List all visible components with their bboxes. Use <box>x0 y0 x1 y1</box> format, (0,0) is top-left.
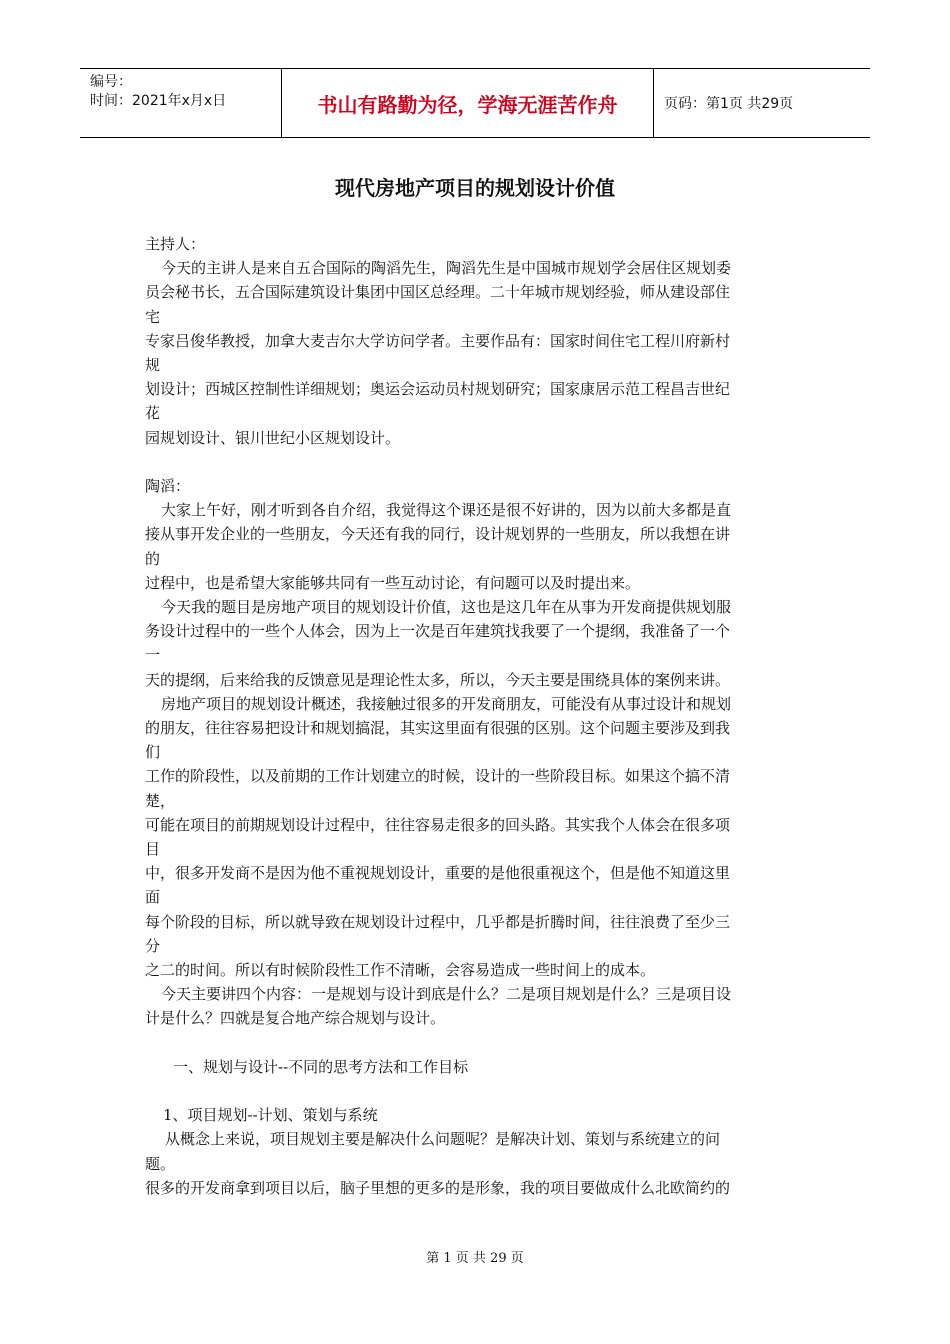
header-table <box>80 68 870 138</box>
text-line: 分 <box>145 936 161 955</box>
text-line: 从概念上来说，项目规划主要是解决什么问题呢？是解决计划、策划与系统建立的问 <box>165 1130 721 1149</box>
text-line: 员会秘书长，五合国际建筑设计集团中国区总经理。二十年城市规划经验，师从建设部住 <box>145 283 731 302</box>
text-line: 工作的阶段性，以及前期的工作计划建立的时候，设计的一些阶段目标。如果这个搞不清 <box>145 767 731 786</box>
text-line: 可能在项目的前期规划设计过程中，往往容易走很多的回头路。其实我个人体会在很多项 <box>145 815 731 834</box>
text-line: 接从事开发企业的一些朋友，今天还有我的同行，设计规划界的一些朋友，所以我想在讲 <box>145 525 731 544</box>
text-line: 楚， <box>145 791 176 810</box>
spacer <box>145 450 815 474</box>
text-line: 计是什么？四就是复合地产综合规划与设计。 <box>145 1009 446 1028</box>
motto: 书山有路勤为径，学海无涯苦作舟 <box>282 69 654 137</box>
text-line: 们 <box>145 743 161 762</box>
text-line: 今天主要讲四个内容：一是规划与设计到底是什么？二是项目规划是什么？三是项目设 <box>161 985 732 1004</box>
text-line: 的 <box>145 549 161 568</box>
text-line: 每个阶段的目标，所以就导致在规划设计过程中，几乎都是折腾时间，往往浪费了至少三 <box>145 912 731 931</box>
section-heading: 一、规划与设计--不同的思考方法和工作目标 <box>173 1057 469 1076</box>
spacer <box>145 1079 815 1103</box>
text-line: 今天我的题目是房地产项目的规划设计价值，这也是这几年在从事为开发商提供规划服 <box>161 598 732 617</box>
text-line: 天的提纲，后来给我的反馈意见是理论性太多，所以，今天主要是围绕具体的案例来讲。 <box>145 670 731 689</box>
text-line: 宅 <box>145 307 161 326</box>
number-label: 编号： <box>90 74 132 90</box>
body-lines <box>145 232 815 1031</box>
page-info: 页码：第1页 共29页 <box>664 96 794 112</box>
tail-lines <box>145 1127 815 1200</box>
text-line: 的朋友，往往容易把设计和规划搞混，其实这里面有很强的区别。这个问题主要涉及到我 <box>145 719 731 738</box>
time-label: 时间：2021年x月x日 <box>90 93 227 109</box>
header-left-cell <box>80 69 282 137</box>
text-line: 中，很多开发商不是因为他不重视规划设计，重要的是他很重视这个，但是他不知道这里 <box>145 864 731 883</box>
text-line: 陶滔： <box>145 477 191 496</box>
text-line: 今天的主讲人是来自五合国际的陶滔先生，陶滔先生是中国城市规划学会居住区规划委 <box>161 259 732 278</box>
text-line: 花 <box>145 404 161 423</box>
subsection-heading: 1、项目规划--计划、策划与系统 <box>163 1106 378 1125</box>
text-line: 很多的开发商拿到项目以后，脑子里想的更多的是形象，我的项目要做成什么北欧简约的 <box>145 1178 731 1197</box>
text-line: 大家上午好，刚才听到各自介绍，我觉得这个课还是很不好讲的，因为以前大多都是直 <box>161 501 732 520</box>
text-line: 面 <box>145 888 161 907</box>
text-line: 题。 <box>145 1154 176 1173</box>
text-line: 房地产项目的规划设计概述，我接触过很多的开发商朋友，可能没有从事过设计和规划 <box>161 694 732 713</box>
text-line: 划设计；西城区控制性详细规划；奥运会运动员村规划研究；国家康居示范工程昌吉世纪 <box>145 380 731 399</box>
text-line: 园规划设计、银川世纪小区规划设计。 <box>145 428 401 447</box>
text-line: 务设计过程中的一些个人体会，因为上一次是百年建筑找我要了一个提纲，我准备了一个 <box>145 622 731 641</box>
text-line: 专家吕俊华教授，加拿大麦吉尔大学访问学者。主要作品有：国家时间住宅工程川府新村 <box>145 331 731 350</box>
text-line: 规 <box>145 356 161 375</box>
page-footer: 第 1 页 共 29 页 <box>426 1251 524 1266</box>
text-line: 主持人： <box>145 235 206 253</box>
text-line: 一 <box>145 646 161 665</box>
text-line: 之二的时间。所以有时候阶段性工作不清晰，会容易造成一些时间上的成本。 <box>145 961 656 980</box>
text-line: 过程中，也是希望大家能够共同有一些互动讨论，有问题可以及时提出来。 <box>145 573 641 592</box>
spacer <box>145 1031 815 1055</box>
text-line: 目 <box>145 840 161 859</box>
document-body <box>145 232 815 1200</box>
document-title: 现代房地产项目的规划设计价值 <box>335 176 615 200</box>
